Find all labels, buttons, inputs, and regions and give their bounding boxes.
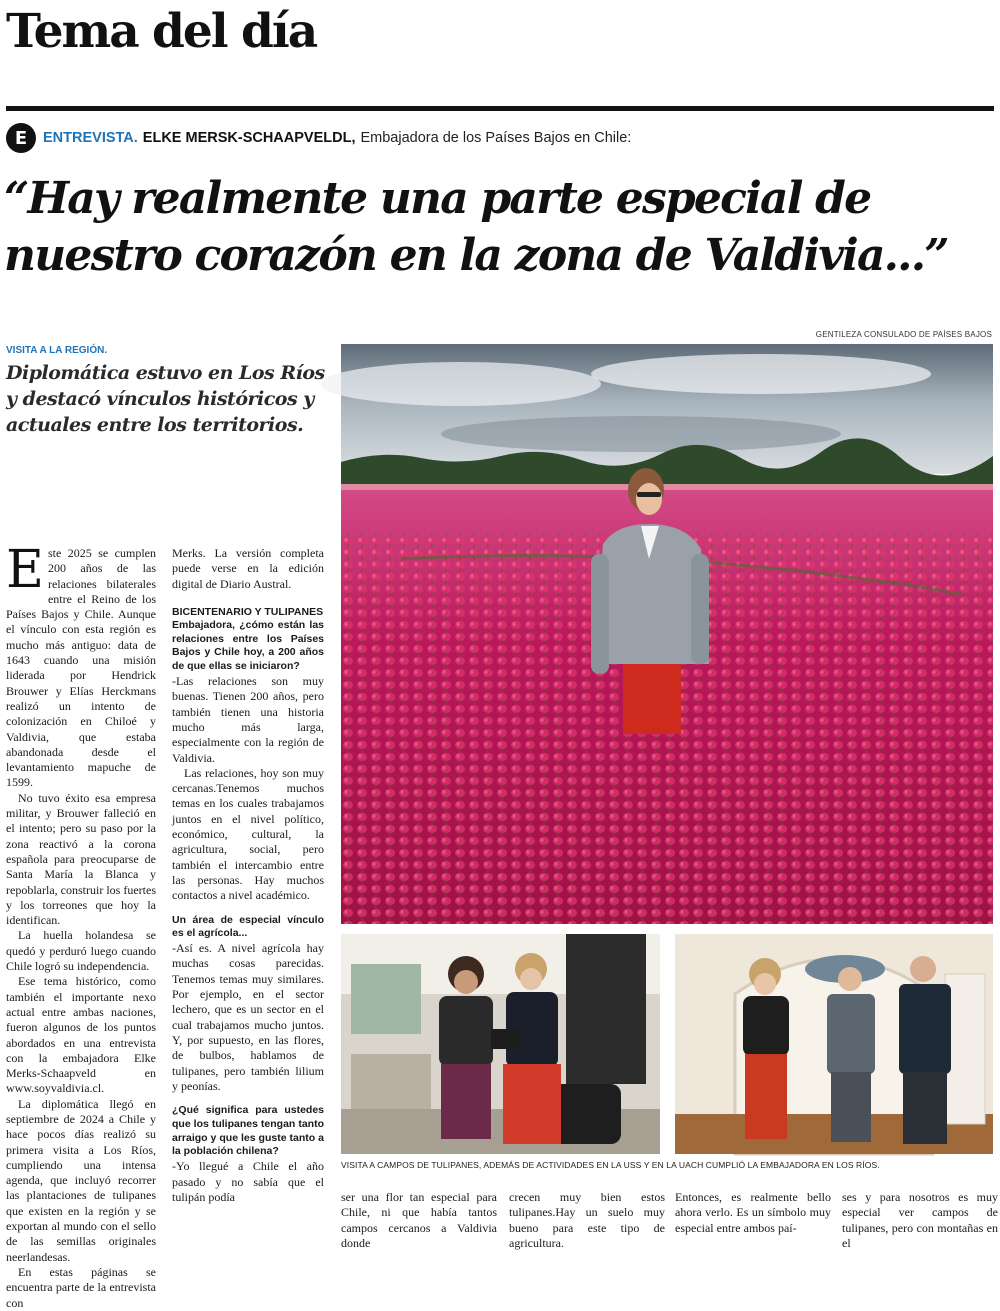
paragraph: En estas páginas se encuentra parte de la entrevista con [6,1264,156,1310]
paragraph: Merks. La versión completa puede verse en la edición digital de Diario Austral. [172,546,324,591]
tulip-field-illustration [341,344,993,924]
uach-meeting-illustration [675,934,993,1154]
interview-question: Embajadora, ¿cómo están las relaciones entre los Países Bajos y Chile hoy, a 200 años de que ellas se iniciaron? [172,618,324,673]
kicker-label: ENTREVISTA. [43,130,138,146]
uss-activity-photo [341,934,660,1154]
photo-caption: VISITA A CAMPOS DE TULIPANES, ADEMÁS DE ACTIVIDADES EN LA USS Y EN LA UACH CUMPLIÓ LA EMBAJADORA EN LOS RÍOS. [341,1160,880,1170]
article-column-3: ser una flor tan especial para Chile, ni que había tantos campos cercanos a Valdivia donde [341,1190,497,1250]
interviewee-role: Embajadora de los Países Bajos en Chile: [360,130,632,146]
deck-summary: Diplomática estuvo en Los Ríos y destacó vínculos históricos y actuales entre los territorios. [6,362,325,436]
top-rule [6,106,994,111]
interview-answer: Las relaciones, hoy son muy cercanas.Tenemos muchos temas en los cuales trabajamos juntos en el nivel político, económico, cultural, la agricultura, social, pero también el intercambio entre las personas. Hay muchos contactos a nivel académico. [172,765,324,903]
article-column-1 [6,540,156,1310]
photo-credit: GENTILEZA CONSULADO DE PAÍSES BAJOS [815,330,992,339]
interview-question: Un área de especial vínculo es el agrícola... [172,913,324,940]
article-column-4: crecen muy bien estos tulipanes.Hay un suelo muy bueno para este tipo de agricultura. [509,1190,665,1250]
tulip-field-photo [341,344,993,924]
interviewee-name: ELKE MERSK-SCHAAPVELDL, [142,130,356,146]
entrevista-badge-icon: E [6,123,36,153]
paragraph [6,540,156,791]
paragraph: La huella holandesa se quedó y perduró luego cuando Chile logró su independencia. [6,928,156,974]
paragraph-text: ste 2025 se cumplen 200 años de las relaciones bilaterales entre el Reino de los Países Bajos y Chile. Aunque el vínculo con esta región es mucho más antiguo: data de 1643 cuando una misión liderada por Hendrick Brouwer y Elías Herckmans realizó un intento de colonización en Chiloé y Valdivia, que estaba abandonada desde el levantamiento mapuche de 1599. [6,546,156,790]
uach-activity-photo [675,934,993,1154]
interview-answer: -Las relaciones son muy buenas. Tienen 200 años, pero también tienen una historia mucho más larga, especialmente con la región de Valdivia. [172,674,324,765]
interview-answer: -Yo llegué a Chile el año pasado y no sabía que el tulipán podía [172,1159,324,1204]
uss-meeting-illustration [341,934,660,1154]
interview-kicker [6,123,631,153]
paragraph: No tuvo éxito esa empresa militar, y Brouwer falleció en el intento; pero su paso por la zona reactivó a la corona española para preocuparse de Santa María la Blanca y repoblarla, construir los fuertes y los torreones que hoy la identifican. [6,790,156,928]
article-column-2 [172,546,324,1246]
headline: “Hay realmente una parte especial de nuestro corazón en la zona de Valdivia...” [4,173,948,281]
interview-question: ¿Qué significa para ustedes que los tulipanes tengan tanto arraigo y que les guste tanto a la población chilena? [172,1104,324,1158]
sub-kicker: VISITA A LA REGIÓN. [6,345,108,356]
drop-cap: E [6,540,44,600]
paragraph: Ese tema histórico, como también el importante nexo actual entre ambas naciones, fueron algunos de los puntos abordados en una entrevista con la embajadora Elke Merks-Schaapveld en www.soyvaldivia.cl. [6,974,156,1096]
article-column-5: Entonces, es realmente bello ahora verlo. Es un símbolo muy especial entre ambos paí- [675,1190,831,1235]
paragraph: La diplomática llegó en septiembre de 2024 a Chile y hace pocos días realizó su primera visita a Los Ríos, cumpliendo una intensa agenda, que incluyó recorrer las plantaciones de tulipanes que existen en la región y se exportan al mundo con el sello de las semillas originales neerlandesas. [6,1096,156,1264]
section-subhead: BICENTENARIO Y TULIPANES [172,605,324,618]
article-column-6: ses y para nosotros es muy especial ver campos de tulipanes, pero con montañas en el [842,1190,998,1250]
section-title: Tema del día [6,4,317,59]
interview-answer: -Así es. A nivel agrícola hay muchas cosas parecidas. Tenemos temas muy similares. Por ejemplo, en el sector lechero, que es un sector en el cual trabajamos mucho juntos. Y, por supuesto, en las flores, de bulbos, hablamos de tulipanes, pero también lilium y peonías. [172,941,324,1093]
